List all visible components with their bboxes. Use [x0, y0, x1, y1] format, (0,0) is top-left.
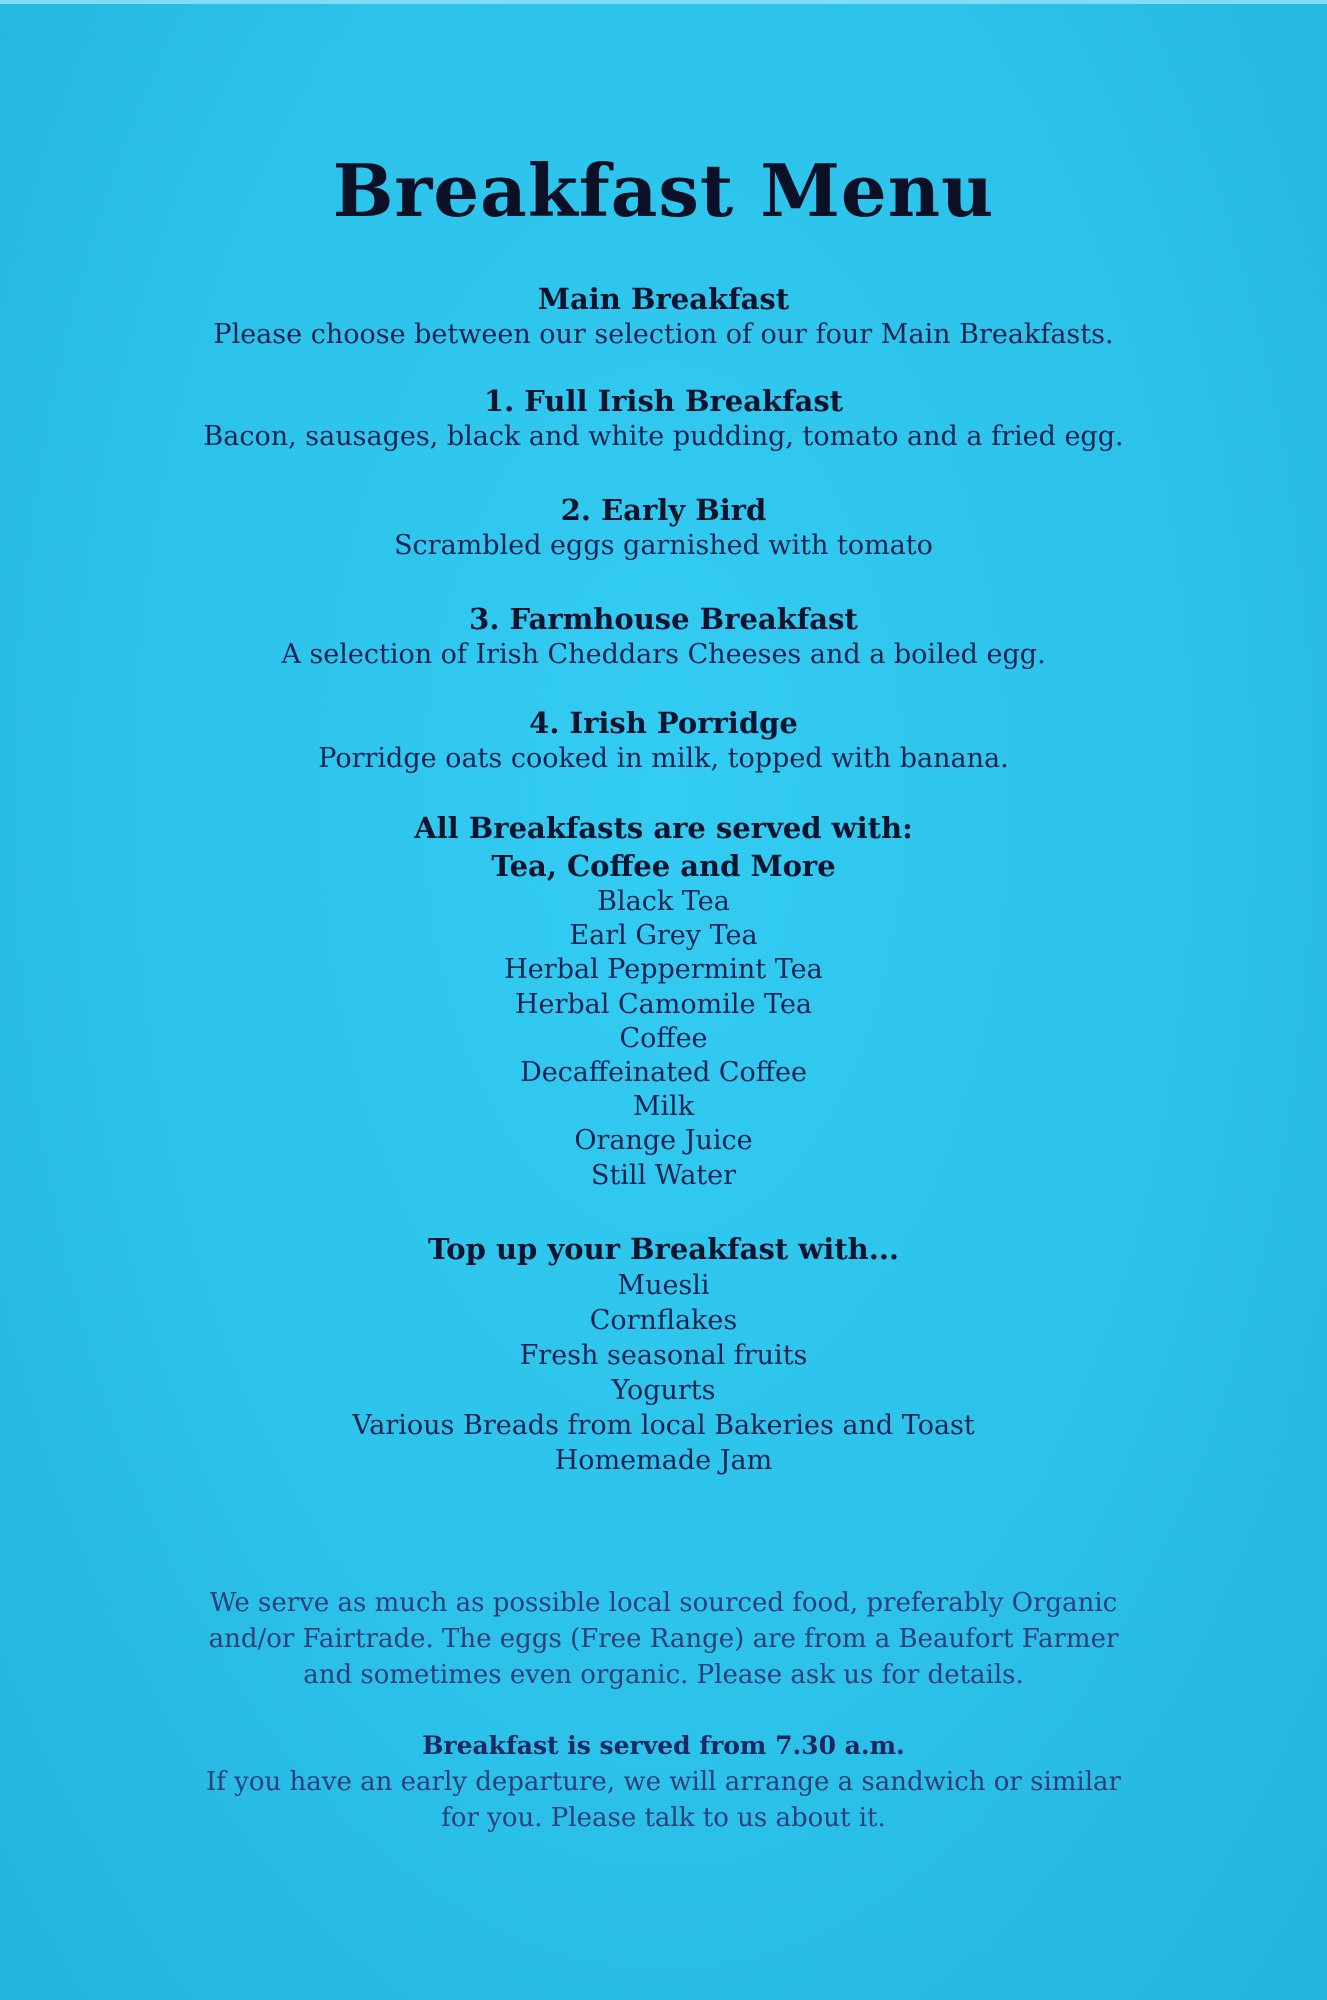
main-breakfast-heading: Main Breakfast: [537, 282, 790, 316]
option-description: Scrambled eggs garnished with tomato: [394, 530, 933, 561]
option-heading: 4. Irish Porridge: [529, 706, 798, 740]
served-from-line: Breakfast is served from 7.30 a.m.: [422, 1731, 905, 1760]
top-up-heading: Top up your Breakfast with...: [427, 1232, 900, 1266]
top-up-item: Fresh seasonal fruits: [519, 1340, 808, 1371]
sourcing-line: and sometimes even organic. Please ask us for details.: [303, 1660, 1024, 1690]
option-description: Bacon, sausages, black and white pudding, tomato and a fried egg.: [203, 421, 1124, 452]
top-up-section: [0, 1230, 1327, 1478]
drink-item: Milk: [632, 1091, 695, 1123]
option-heading: 1. Full Irish Breakfast: [483, 384, 844, 418]
early-departure-line: for you. Please talk to us about it.: [441, 1803, 886, 1833]
drink-item: Coffee: [619, 1022, 708, 1054]
drink-item: Decaffeinated Coffee: [520, 1057, 807, 1089]
top-up-item: Muesli: [617, 1270, 710, 1301]
served-with-section: [0, 809, 1327, 1193]
drink-item: Orange Juice: [574, 1125, 753, 1157]
main-breakfast-intro: Please choose between our selection of our four Main Breakfasts.: [213, 319, 1114, 350]
menu-option-1: [0, 382, 1327, 454]
drink-item: Herbal Camomile Tea: [514, 988, 813, 1020]
drink-item: Earl Grey Tea: [569, 920, 758, 952]
top-up-item: Yogurts: [611, 1375, 716, 1406]
served-with-heading: All Breakfasts are served with:: [414, 811, 913, 845]
top-up-item: Homemade Jam: [554, 1445, 773, 1476]
main-breakfast-section: [0, 280, 1327, 352]
drinks-heading: Tea, Coffee and More: [491, 849, 836, 883]
option-description: A selection of Irish Cheddars Cheeses and a boiled egg.: [281, 639, 1046, 670]
menu-option-4: [0, 704, 1327, 776]
top-up-item: Various Breads from local Bakeries and Toast: [352, 1410, 975, 1441]
option-heading: 3. Farmhouse Breakfast: [469, 602, 858, 636]
drink-item: Still Water: [590, 1159, 737, 1191]
sourcing-note: [0, 1585, 1327, 1693]
drink-item: Black Tea: [597, 886, 730, 917]
menu-title: Breakfast Menu: [332, 148, 995, 233]
sourcing-line: We serve as much as possible local sourced food, preferably Organic: [209, 1588, 1118, 1618]
service-hours-note: [0, 1728, 1327, 1836]
early-departure-line: If you have an early departure, we will arrange a sandwich or similar: [206, 1767, 1121, 1797]
menu-option-3: [0, 600, 1327, 672]
menu-option-2: [0, 491, 1327, 563]
option-description: Porridge oats cooked in milk, topped with banana.: [318, 743, 1009, 774]
top-up-item: Cornflakes: [589, 1305, 738, 1336]
option-heading: 2. Early Bird: [560, 493, 767, 527]
sourcing-line: and/or Fairtrade. The eggs (Free Range) are from a Beaufort Farmer: [208, 1624, 1119, 1654]
drink-item: Herbal Peppermint Tea: [504, 954, 823, 986]
